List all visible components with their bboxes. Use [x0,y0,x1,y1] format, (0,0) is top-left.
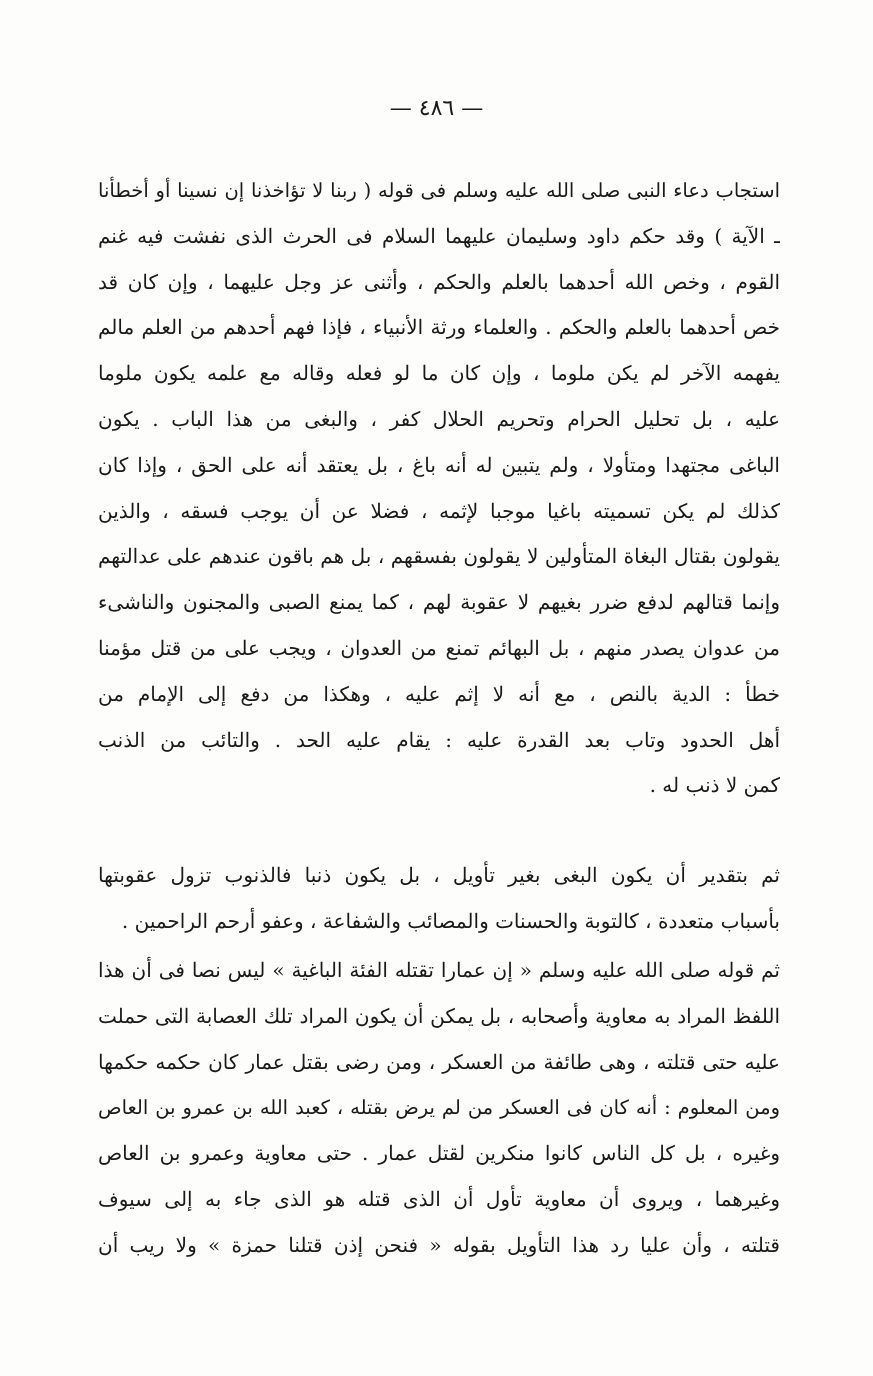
text-line: ومن المعلوم : أنه كان فى العسكر من لم يرض بقتله ، كعبد الله بن عمرو بن العاص [98,1096,780,1120]
text-line: وغيره ، بل كل الناس كانوا منكرين لقتل عمار . حتى معاوية وعمرو بن العاص [98,1141,780,1166]
text-line: عليه ، بل تحليل الحرام وتحريم الحلال كفر ، والبغى من هذا الباب . يكون [98,406,780,431]
text-line: يفهمه الآخر لم يكن ملوما ، وإن كان ما لو فعله وقاله مع علمه يكون ملوما [98,361,780,386]
text-line: استجاب دعاء النبى صلى الله عليه وسلم فى قوله ( ربنا لا تؤاخذنا إن نسينا أو أخطأنا [98,179,780,202]
text-line: اللفظ المراد به معاوية وأصحابه ، بل يمكن أن يكون المراد تلك العصابة التى حملت [98,1003,780,1028]
paragraph-3 [98,948,780,1269]
text-line: ثم بتقدير أن يكون البغى بغير تأويل ، بل يكون ذنبا فالذنوب تزول عقوبتها [98,863,780,887]
text-line: يقولون بقتال البغاة المتأولين لا يقولون بفسقهم ، بل هم باقون عندهم على عدالتهم [98,544,780,569]
text-line: عليه حتى قتلته ، وهى طائفة من العسكر ، ومن رضى بقتل عمار كان حكمه حكمها [98,1049,780,1074]
text-line: القوم ، وخص الله أحدهما بالعلم والحكم ، وأثنى عز وجل عليهما ، وإن كان قد [98,269,780,294]
text-line: وإنما قتالهم لدفع ضرر بغيهم لا عقوبة لهم ، كما يمنع الصبى والمجنون والناشىء [98,590,780,615]
text-line: كذلك لم يكن تسميته باغيا موجبا لإثمه ، فضلا عن أن يوجب فسقه ، والذين [98,498,780,523]
text-line: ثم قوله صلى الله عليه وسلم « إن عمارا تقتله الفئة الباغية » ليس نصا فى أن هذا [98,958,780,982]
text-line: الباغى مجتهدا ومتأولا ، ولم يتبين له أنه باغ ، بل يعتقد أنه على الحق ، وإذا كان [98,452,780,477]
text-line: ـ الآية ) وقد حكم داود وسليمان عليهما السلام فى الحرث الذى نفشت فيه غنم [98,223,780,248]
text-line: بأسباب متعددة ، كالتوبة والحسنات والمصائب والشفاعة ، وعفو أرحم الراحمين . [121,908,780,933]
text-line: وغيرهما ، ويروى أن معاوية تأول أن الذى قتله هو الذى جاء به إلى سيوف [98,1186,780,1211]
text-line: أهل الحدود وتاب بعد القدرة عليه : يقام عليه الحد . والتائب من الذنب [98,727,780,752]
text-line: من عدوان يصدر منهم ، بل البهائم تمنع من العدوان ، ويجب على من قتل مؤمنا [98,635,780,660]
text-line: قتلته ، وأن عليا رد هذا التأويل بقوله « فنحن إذن قتلنا حمزة » ولا ريب أن [98,1232,780,1257]
text-line: كمن لا ذنب له . [649,773,780,798]
text-line: خص أحدهما بالعلم والحكم . والعلماء ورثة الأنبياء ، فإذا فهم أحدهم من العلم مالم [98,315,780,340]
paragraph-2 [98,853,780,945]
text-line: خطأ : الدية بالنص ، مع أنه لا إثم عليه ، وهكذا من دفع إلى الإمام من [98,681,780,706]
page-number: — ٤٨٦ — [389,96,484,121]
paragraph-1 [98,168,780,809]
